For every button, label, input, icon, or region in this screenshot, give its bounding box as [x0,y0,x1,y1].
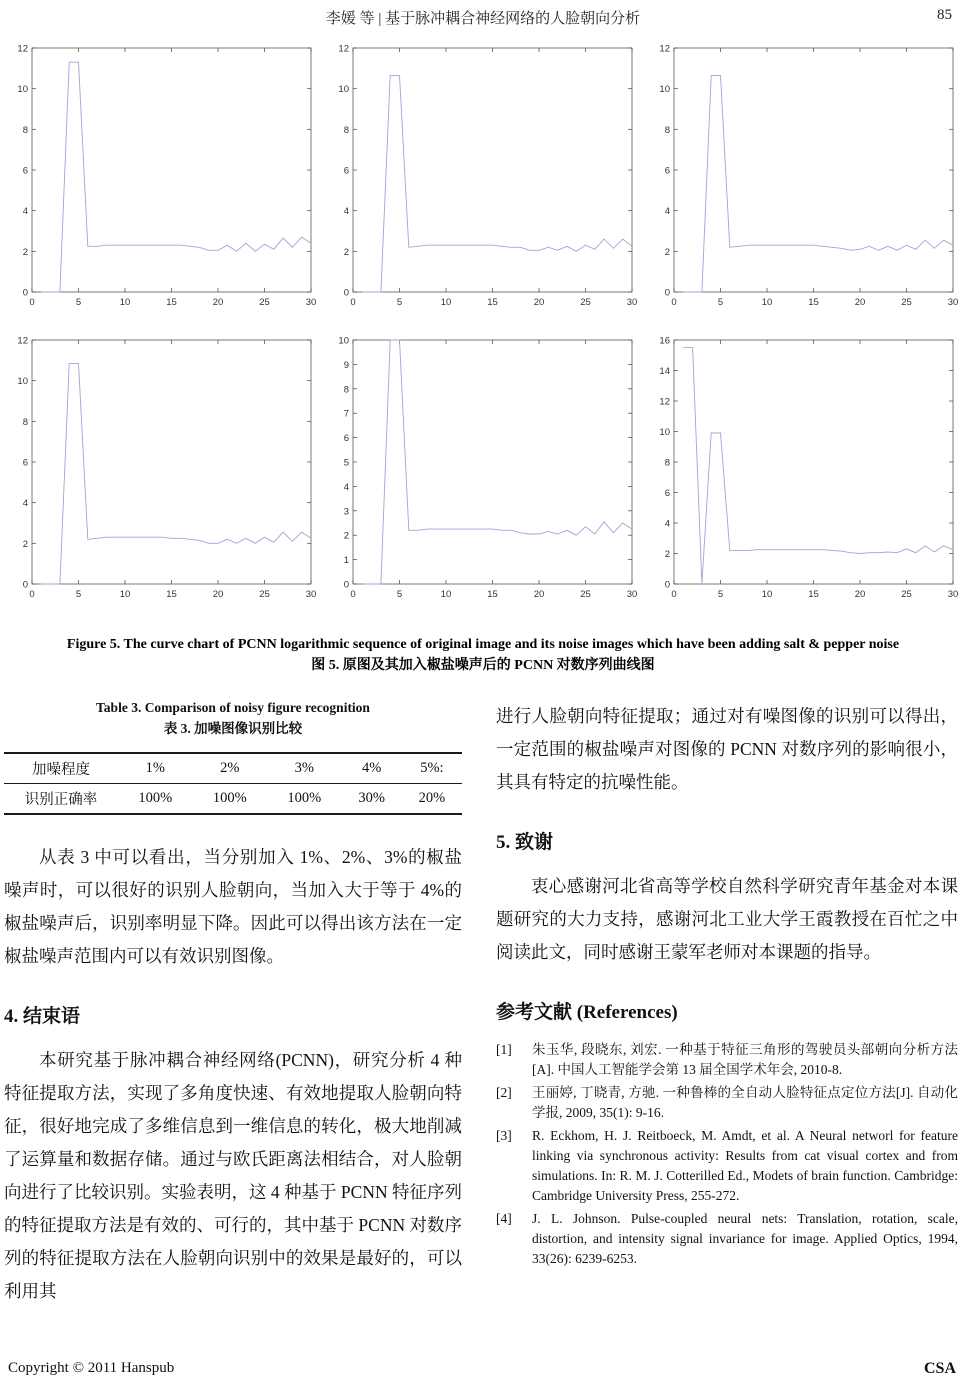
reference-number: [3] [496,1128,512,1143]
table-cell: 4% [342,753,402,784]
svg-text:2: 2 [664,549,670,560]
svg-text:10: 10 [17,376,28,388]
table-cell: 加噪程度 [4,753,118,784]
svg-text:3: 3 [343,506,349,518]
left-column [4,694,462,1308]
svg-text:30: 30 [947,297,959,308]
reference-number: [2] [496,1085,512,1100]
footer-right-label: CSA [923,1360,956,1377]
svg-text:25: 25 [259,297,270,308]
svg-text:5: 5 [75,589,82,600]
svg-text:0: 0 [664,287,670,299]
svg-text:8: 8 [343,124,349,136]
svg-text:10: 10 [338,84,349,96]
svg-text:5: 5 [717,297,724,308]
running-title: 李媛 等 | 基于脉冲耦合神经网络的人脸朝向分析 [325,11,641,27]
svg-text:8: 8 [343,384,349,396]
svg-text:8: 8 [664,457,670,469]
chart-svg [648,332,960,610]
table-cell: 识别正确率 [4,783,118,814]
svg-text:1: 1 [343,555,349,567]
pcnn-curve-chart-6 [648,332,960,610]
svg-text:2: 2 [343,246,349,258]
svg-text:10: 10 [659,427,670,438]
svg-text:15: 15 [487,297,498,308]
two-column-content [4,694,958,1308]
chart-svg [6,40,318,318]
reference-item [496,1209,958,1269]
svg-text:4: 4 [664,206,670,218]
table3-title [4,698,462,740]
svg-text:16: 16 [659,335,670,347]
reference-text: 朱玉华, 段晓东, 刘宏. 一种基于特征三角形的驾驶员头部朝向分析方法[A]. 中国人工智能学会第 13 届全国学术年会, 2010-8. [532,1042,958,1077]
svg-text:15: 15 [808,589,819,600]
table-row [4,783,462,814]
chart-svg [6,332,318,610]
references-heading: 参考文献 (References) [496,1002,678,1023]
figure5-caption [0,634,966,676]
svg-text:0: 0 [671,297,677,308]
table-row [4,753,462,784]
chart-svg [327,40,639,318]
svg-text:20: 20 [854,589,866,600]
chart-svg [327,332,639,610]
svg-text:25: 25 [901,297,912,308]
svg-text:0: 0 [350,589,356,600]
reference-item [496,1040,958,1080]
svg-text:12: 12 [338,43,349,55]
table-cell: 100% [118,783,193,814]
svg-text:30: 30 [626,589,638,600]
svg-text:25: 25 [901,589,912,600]
table-cell: 100% [267,783,342,814]
pcnn-curve-chart-3 [648,40,960,318]
figure5-caption-zh: 图 5. 原图及其加入椒盐噪声后的 PCNN 对数序列曲线图 [311,658,655,673]
svg-text:7: 7 [343,408,349,420]
right-paragraph-1: 进行人脸朝向特征提取；通过对有噪图像的识别可以得出，一定范围的椒盐噪声对图像的 PCNN 对数序列的影响很小，其具有特定的抗噪性能。 [496,706,958,792]
pcnn-curve-chart-1 [6,40,318,318]
svg-text:9: 9 [343,359,349,371]
reference-item [496,1083,958,1123]
right-paragraph-2: 衷心感谢河北省高等学校自然科学研究青年基金对本课题研究的大力支持，感谢河北工业大学王霞教授在百忙之中阅读此文，同时感谢王蒙军老师对本课题的指导。 [496,876,958,962]
svg-text:15: 15 [166,297,177,308]
table-cell: 100% [193,783,268,814]
section4-heading: 4. 结束语 [4,1005,81,1027]
page-footer [8,1360,956,1378]
svg-text:0: 0 [343,579,349,591]
table3-title-en: Table 3. Comparison of noisy figure recognition [96,700,370,715]
svg-text:25: 25 [259,589,270,600]
svg-text:4: 4 [22,206,28,218]
table-cell: 1% [118,753,193,784]
table-cell: 3% [267,753,342,784]
svg-text:6: 6 [343,165,349,177]
svg-text:6: 6 [664,165,670,177]
svg-text:6: 6 [664,488,670,499]
figure5-caption-en: Figure 5. The curve chart of PCNN logarithmic sequence of original image and its noise images which have been adding salt & pepper noise [66,637,900,652]
svg-text:2: 2 [22,538,28,550]
page-header [0,7,966,28]
svg-text:6: 6 [22,165,28,177]
right-column [496,694,958,1308]
figure5-chart-grid [6,40,960,610]
svg-text:8: 8 [664,124,670,136]
reference-text: J. L. Johnson. Pulse-coupled neural nets: Translation, rotation, scale, distortion, and intensity signal invariance for image. Applied Optics, 1994, 33(26): 6239-6253. [532,1211,958,1266]
svg-text:0: 0 [350,297,356,308]
left-paragraph-1: 从表 3 中可以看出，当分别加入 1%、2%、3%的椒盐噪声时，可以很好的识别人脸朝向，当加入大于等于 4%的椒盐噪声后，识别率明显下降。因此可以得出该方法在一定椒盐噪声范围内可以有效识别图像。 [4,846,462,966]
svg-text:0: 0 [343,287,349,299]
svg-text:2: 2 [343,530,349,542]
svg-text:20: 20 [212,589,224,600]
svg-text:6: 6 [22,457,28,469]
pcnn-curve-chart-4 [6,332,318,610]
svg-text:12: 12 [659,396,670,408]
left-paragraph-2: 本研究基于脉冲耦合神经网络(PCNN)，研究分析 4 种特征提取方法，实现了多角度快速、有效地提取人脸朝向特征，很好地完成了多维信息到一维信息的转化，极大地削减了运算量和数据存储。通过与欧氏距离法相结合，对人脸朝向进行了比较识别。实验表明，这 4 种基于 PCNN 特征序列的特征提取方法是有效的、可行的，其中基于 PCNN 对数序列的特征提取方法在人脸朝向识别中的效果是最好的，可以利用其 [4,1049,462,1301]
page-number: 85 [937,7,952,23]
svg-text:20: 20 [533,297,545,308]
svg-text:15: 15 [487,589,498,600]
svg-text:14: 14 [659,366,670,377]
svg-text:0: 0 [671,589,677,600]
svg-text:20: 20 [854,297,866,308]
svg-text:0: 0 [664,579,670,591]
table-cell: 20% [402,783,462,814]
reference-item [496,1126,958,1206]
svg-text:20: 20 [212,297,224,308]
svg-text:10: 10 [440,589,452,600]
table3-title-zh: 表 3. 加噪图像识别比较 [163,720,303,736]
svg-text:5: 5 [343,457,349,469]
svg-text:10: 10 [17,84,28,96]
table-cell: 5%: [402,753,462,784]
table-cell: 30% [342,783,402,814]
svg-text:10: 10 [761,297,773,308]
reference-number: [1] [496,1042,512,1057]
svg-text:20: 20 [533,589,545,600]
svg-text:5: 5 [717,589,724,600]
section5-heading: 5. 致谢 [496,832,554,853]
svg-text:30: 30 [305,297,317,308]
svg-text:10: 10 [119,589,131,600]
chart-svg [648,40,960,318]
svg-text:10: 10 [119,297,131,308]
references-list [496,1040,958,1269]
svg-text:12: 12 [659,43,670,55]
svg-text:0: 0 [29,297,35,308]
svg-text:25: 25 [580,589,591,600]
svg-text:30: 30 [305,589,317,600]
svg-text:30: 30 [626,297,638,308]
reference-text: 王丽婷, 丁晓青, 方驰. 一种鲁棒的全自动人脸特征点定位方法[J]. 自动化学报, 2009, 35(1): 9-16. [532,1085,958,1120]
table-cell: 2% [193,753,268,784]
svg-text:12: 12 [17,335,28,347]
copyright-text: Copyright © 2011 Hanspub [8,1360,175,1376]
pcnn-curve-chart-5 [327,332,639,610]
svg-text:8: 8 [22,124,28,136]
svg-text:4: 4 [664,518,670,530]
svg-text:25: 25 [580,297,591,308]
svg-text:8: 8 [22,416,28,428]
svg-text:10: 10 [440,297,452,308]
svg-text:2: 2 [664,246,670,258]
svg-text:0: 0 [29,589,35,600]
svg-text:5: 5 [75,297,82,308]
pcnn-curve-chart-2 [327,40,639,318]
reference-text: R. Eckhom, H. J. Reitboeck, M. Amdt, et al. A Neural networl for feature linking via synchronous activity: Results from cat visual cortex and from simulations. In: R. M. J. Cotterilled Ed., Modets of brain function. Cambridge: Cambridge University Press, 255-272. [532,1128,958,1203]
svg-text:10: 10 [338,335,349,347]
svg-text:10: 10 [659,84,670,96]
svg-text:4: 4 [343,481,349,493]
svg-text:5: 5 [396,589,403,600]
noise-comparison-table [4,752,462,815]
svg-text:2: 2 [22,246,28,258]
svg-text:5: 5 [396,297,403,308]
svg-text:30: 30 [947,589,959,600]
svg-text:0: 0 [22,287,28,299]
svg-text:12: 12 [17,43,28,55]
reference-number: [4] [496,1211,512,1226]
svg-text:6: 6 [343,433,349,445]
svg-text:4: 4 [343,206,349,218]
svg-text:15: 15 [166,589,177,600]
svg-text:10: 10 [761,589,773,600]
svg-text:15: 15 [808,297,819,308]
svg-text:4: 4 [22,498,28,510]
svg-text:0: 0 [22,579,28,591]
